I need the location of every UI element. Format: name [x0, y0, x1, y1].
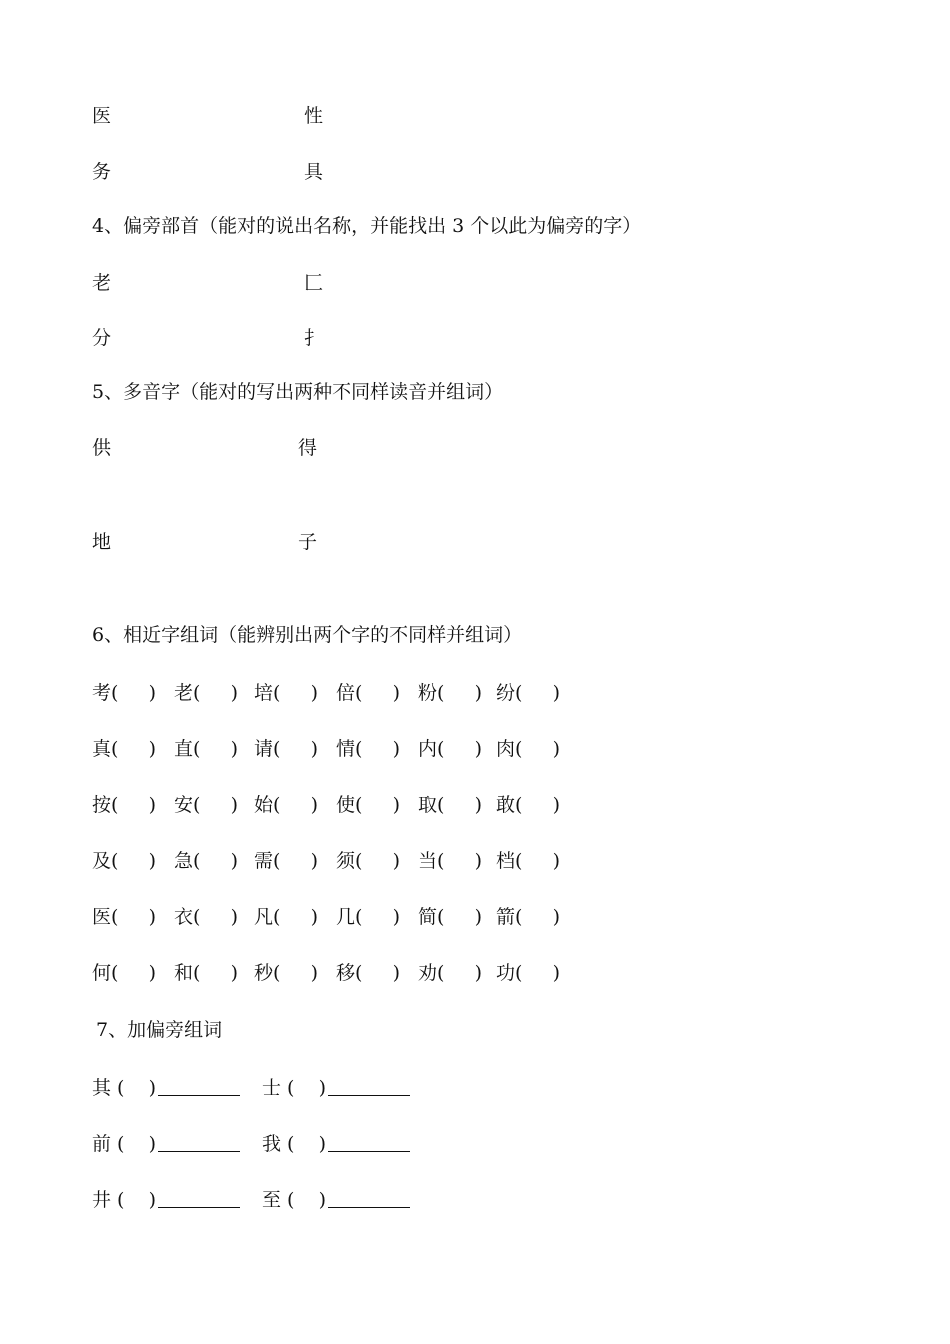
answer-blank[interactable]: ( )	[437, 906, 483, 928]
char-with-blank	[254, 681, 318, 705]
radical-blank[interactable]: ( )	[281, 1077, 327, 1099]
answer-blank[interactable]: ( )	[355, 682, 401, 704]
radical-blank[interactable]: ( )	[111, 1189, 157, 1211]
char-item: 具	[304, 161, 324, 183]
char-with-blank	[418, 905, 482, 929]
answer-blank[interactable]: ( )	[437, 962, 483, 984]
char-item: 使	[336, 794, 356, 816]
answer-blank[interactable]: ( )	[111, 682, 157, 704]
answer-blank[interactable]: ( )	[111, 738, 157, 760]
char-item: 须	[336, 850, 356, 872]
char-item: 箭	[496, 906, 516, 928]
char-item: 安	[174, 794, 194, 816]
char-with-blank	[496, 849, 560, 873]
char-with-blank	[496, 905, 560, 929]
char-with-blank	[254, 793, 318, 817]
char-with-blank	[174, 849, 238, 873]
char-item: 肉	[496, 738, 516, 760]
answer-blank[interactable]: ( )	[273, 906, 319, 928]
add-radical-item	[92, 1188, 240, 1212]
char-item: 真	[92, 738, 112, 760]
char-item: 取	[418, 794, 438, 816]
char-item: 凡	[254, 906, 274, 928]
section-heading-add-radical: 7、加偏旁组词	[96, 1019, 223, 1041]
char-item: 及	[92, 850, 112, 872]
char-with-blank	[336, 905, 400, 929]
answer-blank[interactable]: ( )	[111, 906, 157, 928]
add-radical-item	[262, 1076, 410, 1100]
word-underline-blank[interactable]	[328, 1077, 410, 1096]
char-with-blank	[418, 961, 482, 985]
answer-blank[interactable]: ( )	[273, 738, 319, 760]
radical-blank[interactable]: ( )	[111, 1133, 157, 1155]
word-underline-blank[interactable]	[158, 1133, 240, 1152]
add-radical-item	[262, 1132, 410, 1156]
radical-blank[interactable]: ( )	[281, 1189, 327, 1211]
answer-blank[interactable]: ( )	[193, 906, 239, 928]
char-item: 供	[92, 437, 112, 459]
char-with-blank	[174, 905, 238, 929]
char-with-blank	[254, 905, 318, 929]
word-underline-blank[interactable]	[158, 1077, 240, 1096]
char-item: 简	[418, 906, 438, 928]
char-with-blank	[418, 849, 482, 873]
answer-blank[interactable]: ( )	[193, 850, 239, 872]
char-item: 考	[92, 682, 112, 704]
char-with-blank	[418, 681, 482, 705]
answer-blank[interactable]: ( )	[355, 850, 401, 872]
char-item: 移	[336, 962, 356, 984]
char-item: 劝	[418, 962, 438, 984]
char-item: 老	[92, 272, 112, 294]
answer-blank[interactable]: ( )	[193, 682, 239, 704]
radical-blank[interactable]: ( )	[281, 1133, 327, 1155]
char-with-blank	[336, 793, 400, 817]
radical-item: 匚	[304, 272, 324, 294]
char-item: 子	[298, 531, 318, 553]
word-underline-blank[interactable]	[328, 1133, 410, 1152]
char-item: 性	[304, 105, 324, 127]
answer-blank[interactable]: ( )	[193, 794, 239, 816]
add-radical-item	[92, 1076, 240, 1100]
char-item: 和	[174, 962, 194, 984]
char-item: 其	[92, 1077, 112, 1099]
answer-blank[interactable]: ( )	[111, 850, 157, 872]
answer-blank[interactable]: ( )	[437, 850, 483, 872]
char-item: 功	[496, 962, 516, 984]
char-with-blank	[336, 681, 400, 705]
char-with-blank	[92, 905, 156, 929]
char-item: 医	[92, 105, 112, 127]
char-item: 培	[254, 682, 274, 704]
char-item: 纷	[496, 682, 516, 704]
char-with-blank	[92, 793, 156, 817]
char-item: 秒	[254, 962, 274, 984]
word-underline-blank[interactable]	[328, 1189, 410, 1208]
word-underline-blank[interactable]	[158, 1189, 240, 1208]
char-with-blank	[336, 737, 400, 761]
answer-blank[interactable]: ( )	[111, 962, 157, 984]
char-with-blank	[254, 961, 318, 985]
char-item: 敢	[496, 794, 516, 816]
char-with-blank	[496, 961, 560, 985]
char-item: 医	[92, 906, 112, 928]
add-radical-item	[92, 1132, 240, 1156]
char-with-blank	[496, 793, 560, 817]
char-item: 急	[174, 850, 194, 872]
char-with-blank	[92, 681, 156, 705]
add-radical-item	[262, 1188, 410, 1212]
answer-blank[interactable]: ( )	[515, 738, 561, 760]
char-with-blank	[254, 737, 318, 761]
answer-blank[interactable]: ( )	[437, 794, 483, 816]
char-item: 请	[254, 738, 274, 760]
char-with-blank	[418, 737, 482, 761]
answer-blank[interactable]: ( )	[515, 962, 561, 984]
answer-blank[interactable]: ( )	[355, 794, 401, 816]
char-with-blank	[336, 961, 400, 985]
char-item: 按	[92, 794, 112, 816]
char-with-blank	[336, 849, 400, 873]
radical-item: 扌	[304, 327, 324, 349]
char-item: 井	[92, 1189, 112, 1211]
answer-blank[interactable]: ( )	[273, 962, 319, 984]
section-heading-radicals: 4、偏旁部首（能对的说出名称，并能找出 3 个以此为偏旁的字）	[92, 215, 642, 237]
char-item: 地	[92, 531, 112, 553]
answer-blank[interactable]: ( )	[515, 794, 561, 816]
answer-blank[interactable]: ( )	[273, 850, 319, 872]
answer-blank[interactable]: ( )	[355, 738, 401, 760]
char-with-blank	[174, 961, 238, 985]
char-item: 档	[496, 850, 516, 872]
answer-blank[interactable]: ( )	[437, 682, 483, 704]
answer-blank[interactable]: ( )	[355, 962, 401, 984]
answer-blank[interactable]: ( )	[193, 738, 239, 760]
char-item: 当	[418, 850, 438, 872]
char-item: 粉	[418, 682, 438, 704]
answer-blank[interactable]: ( )	[273, 794, 319, 816]
char-with-blank	[174, 737, 238, 761]
char-with-blank	[92, 849, 156, 873]
char-item: 情	[336, 738, 356, 760]
char-item: 务	[92, 161, 112, 183]
section-heading-similar-chars: 6、相近字组词（能辨别出两个字的不同样并组词）	[92, 624, 523, 646]
char-item: 分	[92, 327, 112, 349]
char-with-blank	[92, 737, 156, 761]
char-item: 何	[92, 962, 112, 984]
char-item: 得	[298, 437, 318, 459]
char-item: 老	[174, 682, 194, 704]
char-item: 倍	[336, 682, 356, 704]
char-with-blank	[418, 793, 482, 817]
char-item: 衣	[174, 906, 194, 928]
answer-blank[interactable]: ( )	[515, 682, 561, 704]
section-heading-polyphones: 5、多音字（能对的写出两种不同样读音并组词）	[92, 381, 504, 403]
char-with-blank	[92, 961, 156, 985]
answer-blank[interactable]: ( )	[355, 906, 401, 928]
char-item: 士	[262, 1077, 282, 1099]
char-with-blank	[174, 681, 238, 705]
char-item: 我	[262, 1133, 282, 1155]
char-item: 需	[254, 850, 274, 872]
answer-blank[interactable]: ( )	[437, 738, 483, 760]
char-item: 直	[174, 738, 194, 760]
char-with-blank	[254, 849, 318, 873]
answer-blank[interactable]: ( )	[515, 906, 561, 928]
char-with-blank	[496, 681, 560, 705]
answer-blank[interactable]: ( )	[515, 850, 561, 872]
answer-blank[interactable]: ( )	[193, 962, 239, 984]
answer-blank[interactable]: ( )	[273, 682, 319, 704]
char-item: 几	[336, 906, 356, 928]
answer-blank[interactable]: ( )	[111, 794, 157, 816]
char-item: 至	[262, 1189, 282, 1211]
char-with-blank	[174, 793, 238, 817]
char-item: 始	[254, 794, 274, 816]
char-item: 前	[92, 1133, 112, 1155]
char-with-blank	[496, 737, 560, 761]
char-item: 内	[418, 738, 438, 760]
radical-blank[interactable]: ( )	[111, 1077, 157, 1099]
